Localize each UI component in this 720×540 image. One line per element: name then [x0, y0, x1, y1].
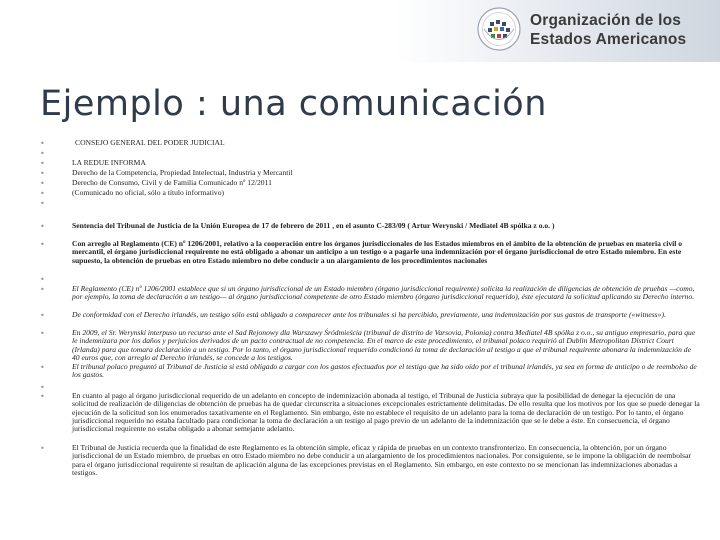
organization-name-line2: Estados Americanos	[530, 31, 687, 48]
bullet-icon: •	[40, 139, 45, 148]
bullet-icon: •	[40, 199, 45, 208]
bullet-icon: •	[40, 329, 45, 338]
list-item-text: Derecho de Consumo, Civil y de Familia Comunicado nº 12/2011	[72, 178, 272, 187]
bullet-icon: •	[40, 189, 45, 198]
bullet-icon: •	[40, 179, 45, 188]
list-item-text: LA REDUE INFORMA	[72, 158, 146, 167]
bullet-icon: •	[40, 392, 45, 401]
list-item-text: El Tribunal de Justicia recuerda que la finalidad de este Reglamento es la obtención simple, eficaz y rápida de pruebas en un contexto transfronterizo. En consecuencia, la obtención, por un órgano jurisdiccional de un Estado miembro, de pruebas en otro Estado miembro no debe conducir a un alargamiento de los procedimientos nacionales. Por consiguiente, se le impone la obligación de reembolsar para el órgano jurisdiccional requirente si resultan de aplicación alguna de las excepciones previstas en el Reglamento. Sin embargo, en este contexto no se mencionan las indemnizaciones abonadas a testigos.	[72, 443, 691, 477]
bullet-icon: •	[40, 285, 45, 294]
bullet-icon: •	[40, 363, 45, 372]
list-item-text: Sentencia del Tribunal de Justicia de la Unión Europea de 17 de febrero de 2011 , en el asunto C-283/09 ( Artur Werynski / Mediatel 4B spólka z o.o. )	[72, 221, 555, 230]
bullet-icon: •	[40, 275, 45, 284]
list-item-text: En 2009, el Sr. Werynski interpuso un recurso ante el Sad Rejonowy dla Warszawy Śródmieścia (tribunal de distrito de Varsovia, Polonia) contra Mediatel 4B spólka z o.o., su antiguo empresario, para que le indemnizara por los daños y perjuicios derivados de un pacto contractual de no competencia. En el marco de este procedimiento, el tribunal polaco requirió al Dublin Metropolitan District Court (Irlanda) para que tomara declaración a un testigo. Por lo tanto, el órgano jurisdiccional requerido condicionó la toma de declaración al testigo a que el tribunal requirente abonara la indemnización de 40 euros que, con arreglo al Derecho irlandés, se concede a los testigos.	[72, 328, 696, 362]
organization-name-line1: Organización de los	[530, 12, 682, 29]
bullet-icon: •	[40, 149, 45, 158]
list-item-text: CONSEJO GENERAL DEL PODER JUDICIAL	[75, 138, 225, 147]
bullet-icon: •	[40, 311, 45, 320]
bullet-icon: •	[40, 159, 45, 168]
bullet-icon: •	[40, 383, 45, 392]
list-item-text: De conformidad con el Derecho irlandés, un testigo sólo está obligado a comparecer ante los tribunales si ha percibido, previamente, una indemnización por sus gastos de transporte («witness»).	[72, 310, 666, 319]
list-item-text: (Comunicado no oficial, sólo a título informativo)	[72, 188, 225, 197]
list-item-text: El tribunal polaco preguntó al Tribunal de Justicia si está obligado a cargar con los gastos efectuados por el testigo que ha sido oído por el tribunal irlandés, ya sea en forma de anticipo o de reembolso de los gastos.	[72, 362, 697, 380]
list-item-text: El Reglamento (CE) nº 1206/2001 establece que si un órgano jurisdiccional de un Estado miembro (órgano jurisdiccional requirente) solicita la realización de diligencias de obtención de pruebas —como, por ejemplo, la toma de declaración a un testigo— al órgano jurisdiccional competente de otro Estado miembro (órgano jurisdiccional requerido), éste ejecutará la solicitud aplicando su Derecho interno.	[72, 284, 695, 302]
list-item-text: Derecho de la Competencia, Propiedad Intelectual, Industria y Mercantil	[72, 168, 293, 177]
bullet-icon: •	[40, 240, 45, 249]
list-item-text: En cuanto al pago al órgano jurisdiccional requerido de un adelanto en concepto de indemnización abonada al testigo, el Tribunal de Justicia subraya que la posibilidad de denegar la ejecución de una solicitud de realización de diligencias de obtención de pruebas ha de quedar circunscrita a situaciones excepcionales estrictamente delimitadas. De ello resulta que los motivos por los que se puede denegar la ejecución de la solicitud son los enumerados taxativamente en el Reglamento. Sin embargo, éste no establece el requisito de un adelanto para la toma de declaración de un testigo. Por lo tanto, el órgano jurisdiccional requerido no estaba facultado para condicionar la toma de declaración a un testigo al pago previo de un adelanto de la indemnización que se le debe a éste. En consecuencia, el órgano jurisdiccional requirente no estaba obligado a abonar semejante adelanto.	[72, 391, 700, 434]
slide-title: Ejemplo : una comunicación	[40, 84, 547, 124]
list-item-text: Con arreglo al Reglamento (CE) nº 1206/2001, relativo a la cooperación entre los órganos jurisdiccionales de los Estados miembros en el ámbito de la obtención de pruebas en materia civil o mercantil, el órgano jurisdiccional requirente no está obligado a abonar un anticipo a un testigo o a pagarle una indemnización por el órgano jurisdiccional de otro Estado miembro. En este supuesto, la obtención de pruebas en otro Estado miembro no debe conducir a un alargamiento de los procedimientos nacionales	[72, 239, 683, 265]
bullet-icon: •	[40, 169, 45, 178]
bullet-icon: •	[40, 444, 45, 453]
bullet-icon: •	[40, 222, 45, 231]
